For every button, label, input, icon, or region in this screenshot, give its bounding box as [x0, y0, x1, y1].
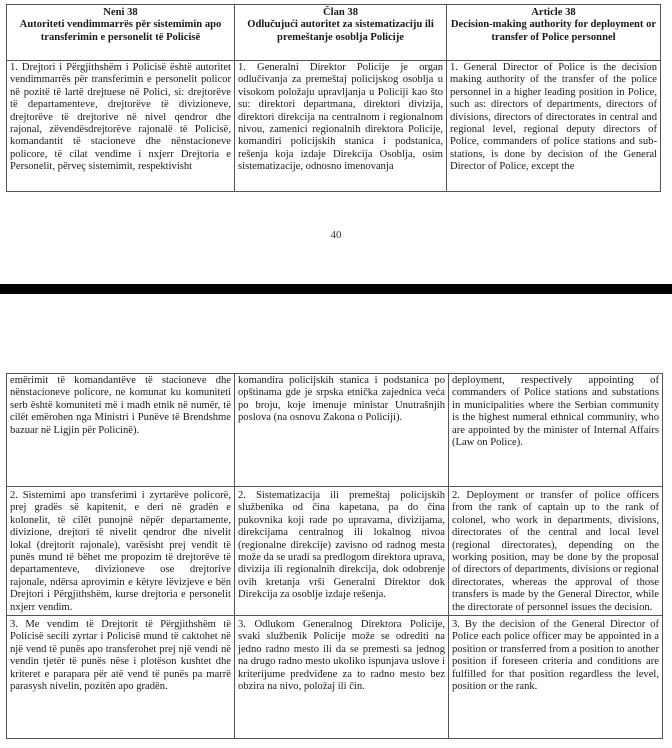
paragraph-3-english: 3. By the decision of the General Director of Police each police officer may be appointed in a position or transferred from a position to another position if foreseen criteria and conditions are fulfilled for that position regardless the level, position or the rank. — [449, 616, 663, 739]
page-number: 40 — [330, 229, 342, 241]
header-english — [447, 5, 661, 61]
paragraph-albanian: 1. Drejtori i Përgjithshëm i Policisë është autoritet vendimmarrës për transferimin e personelit policor në pozitë të lartë drejtuese në Polici, si: drejtorëve të departamenteve, drejtorëve të divizioneve, drejtorëve të drejtorive në nivel qendror dhe rajonal, zëvendësdrejtorëve rajonalë të Policisë, komandantit të stacioneve dhe nënstacioneve policore, të cilat vendime i nxjerr Drejtoria e Personelit, përveç sistemimit, respektivisht — [7, 61, 235, 192]
header-albanian — [7, 5, 235, 61]
paragraph-2-albanian: 2. Sistemimi apo transferimi i zyrtarëve policorë, prej gradës së kapitenit, e deri në gradën e kolonelit, të cilët punojnë nëpër departamente, divizione, drejtori të nivelit qendror dhe nivelit lokal (drejtorit rajonale), varësisht prej vendit të punës mund të bëhet me propozim të drejtorëve të departamenteve, divizioneve ose drejtorive rajonale, ndërsa aprovimin e këtyre lëvizjeve e bën Drejtori i Përgjithshëm, kurse drejtoria e personelit nxjerr vendim. — [7, 487, 235, 616]
document-page-top — [0, 0, 672, 258]
paragraph-2-row — [7, 487, 663, 616]
paragraph-3-albanian: 3. Me vendim të Drejtorit të Përgjithshëm të Policisë secili zyrtar i Policisë mund të caktohet në një vend të punës apo transferohet prej një vendi në vendin tjetër të punës nëse i plotëson kushtet dhe kriteret e parapara për atë vend të punës pa marrë parasysh nivelin, pozitën apo gradën. — [7, 616, 235, 739]
paragraph-3-row — [7, 616, 663, 739]
header-title: Neni 38 — [103, 7, 138, 18]
page-separator — [0, 284, 672, 294]
article-table-bottom — [6, 373, 663, 739]
paragraph-3-serbian: 3. Odlukom Generalnog Direktora Policije, svaki službenik Policije može se odrediti na jedno radno mesto ili da se premesti sa jednog na drugo radno mesto ukoliko ispunjava uslove i kriterijume predviđene za to radno mesto bez obzira na nivo, položaj ili čin. — [235, 616, 449, 739]
article-table-top — [6, 4, 661, 192]
header-serbian — [235, 5, 447, 61]
article-header-row — [7, 5, 661, 61]
header-title: Član 38 — [322, 7, 359, 18]
header-title: Article 38 — [531, 7, 576, 18]
paragraph-2-serbian: 2. Sistematizacija ili premeštaj policijskih službenika od čina kapetana, pa do čina pukovnika koji rade po upravama, divizijama, direkcijama centralnog ili lokalnog nivoa (regionalne direkcije) zavisno od radnog mesta može da se uradi sa predlogom direktora uprava, divizija ili regionalnih direkcija, dok odobrenje ovih kretanja vrši Generalni Direktor dok Direkcija za osoblje izdaje rešenja. — [235, 487, 449, 616]
paragraph-serbian: 1. Generalni Direktor Policije je organ odlučivanja za premeštaj policijskog osoblja u visokom položaju upravljanja u Policiji kao što su: direktori departmana, direktori divizija, direktori direkcija na centralnom i regionalnom nivou, zamenici regionalnih direktora Policije, komandiri policijskih stanica i podstanica, rešenja koja izdaje Direkcija Osoblja, osim sistematizacije, odnosno imenovanja — [235, 61, 447, 192]
header-subtitle: Decision-making authority for deployment or transfer of Police personnel — [450, 19, 657, 43]
paragraph-2-english: 2. Deployment or transfer of police officers from the rank of captain up to the rank of colonel, who work in departments, divisions, directorates of the central and local level (regional directorates), depending on the working position, may be done by the proposal of directors of departments, divisions or regional directorates, whereas the approval of those transfers is made by the General Director, while the directorate of personnel issues the decision. — [449, 487, 663, 616]
continuation-english: deployment, respectively appointing of commanders of Police stations and substations in municipalities where the Serbian community is the highest numeral ethnical community, who are appointed by the minister of Internal Affairs (Law on Police). — [449, 374, 663, 487]
header-subtitle: Odlučujući autoritet za sistematizaciju ili premeštanje osoblja Policije — [247, 19, 434, 43]
paragraph-row — [7, 61, 661, 192]
continuation-row — [7, 374, 663, 487]
page-gap — [0, 258, 672, 284]
document-page-bottom — [0, 294, 672, 748]
paragraph-english: 1. General Director of Police is the decision making authority of the transfer of the police personnel in a higher leading position in Police, such as: directors of departments, directors of divisions, directors of directorates in central and regional level, regional deputy directors of Police, commanders of police stations and sub-stations, is done by decision of the General Director of Police, except the — [447, 61, 661, 192]
header-subtitle: Autoriteti vendimmarrës për sistemimin apo transferimin e personelit të Policisë — [19, 19, 222, 43]
continuation-albanian: emërimit të komandantëve të stacioneve dhe nënstacioneve policore, ne komunat ku komuniteti serb është komuniteti më i madh etnik në numër, të cilët emërohen nga Ministri i Punëve të Brendshme bazuar në Ligjin për Policinë). — [7, 374, 235, 487]
continuation-serbian: komandira policijskih stanica i podstanica po opštinama gde je srpska etnička zajednica veća po broju, koje imenuje ministar Unutrašnjih poslova (na osnovu Zakona o Policiji). — [235, 374, 449, 487]
